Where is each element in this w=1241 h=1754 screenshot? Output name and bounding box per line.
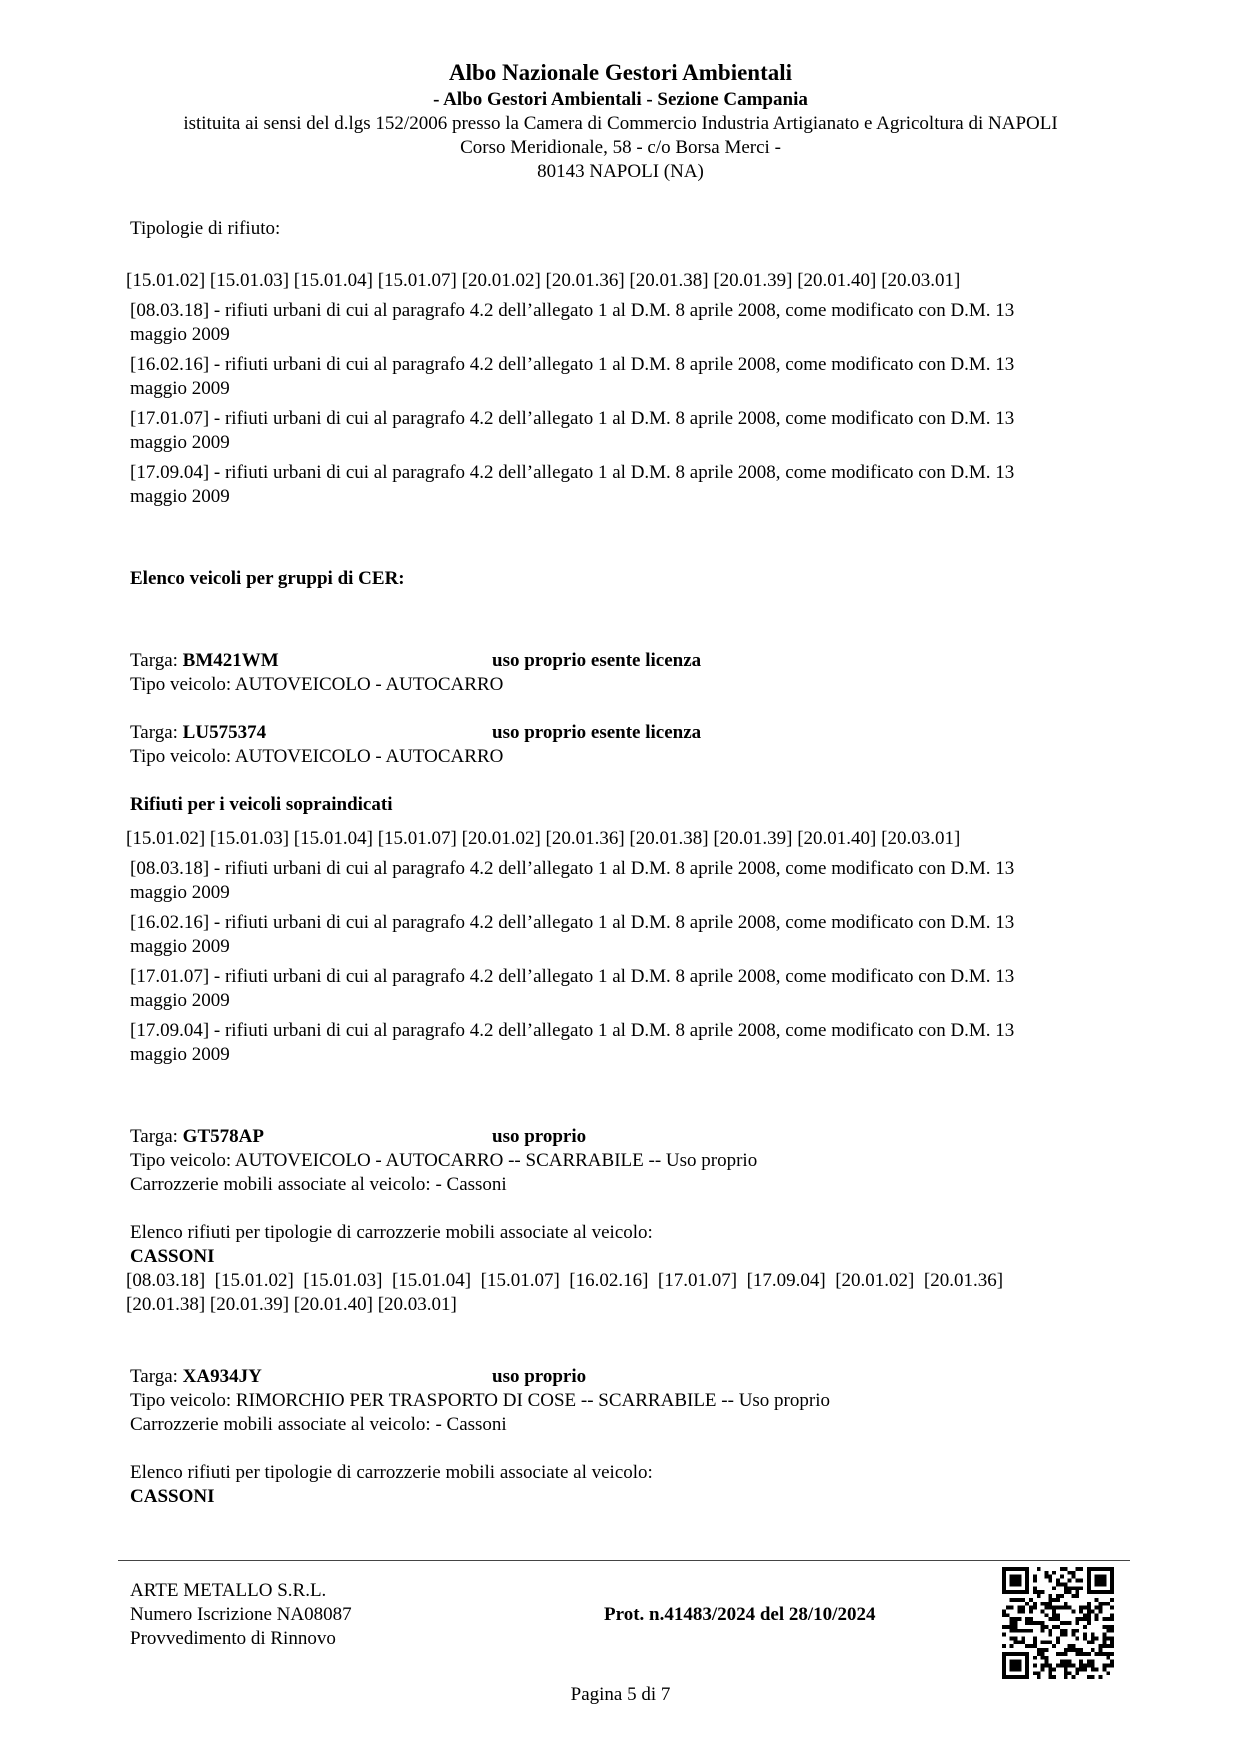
waste-item-line: [17.09.04] - rifiuti urbani di cui al paragrafo 4.2 dell’allegato 1 al D.M. 8 aprile 2008, come modificato con D.M. 13 — [130, 462, 1015, 483]
vehicle-entry — [126, 1125, 1125, 1317]
waste-item-line: maggio 2009 — [130, 486, 230, 507]
header-title: Albo Nazionale Gestori Ambientali — [448, 60, 793, 85]
vehicle-type: AUTOVEICOLO - AUTOCARRO — [234, 674, 504, 695]
vehicle-entry — [130, 1365, 1125, 1509]
waste-item-line: [17.01.07] - rifiuti urbani di cui al paragrafo 4.2 dell’allegato 1 al D.M. 8 aprile 2008, come modificato con D.M. 13 — [130, 966, 1015, 987]
waste-item — [130, 407, 1125, 455]
waste-item — [130, 965, 1125, 1013]
document-body — [126, 217, 1125, 1509]
qr-code-icon — [1002, 1567, 1114, 1679]
footer-provvedimento: Provvedimento di Rinnovo — [130, 1628, 336, 1649]
rifiuti-veicoli-codes: [15.01.02] [15.01.03] [15.01.04] [15.01.07] [20.01.02] [20.01.36] [20.01.38] [20.01.39] [20.01.40] [20.03.01] — [126, 828, 961, 849]
cassoni-codes-line-1: [08.03.18] [15.01.02] [15.01.03] [15.01.04] [15.01.07] [16.02.16] [17.01.07] [17.09.04] [20.01.02] [20.01.36] — [126, 1270, 1004, 1291]
page-number: Pagina 5 di 7 — [570, 1684, 671, 1705]
vehicle-use: uso proprio esente licenza — [492, 722, 702, 743]
cassoni-codes-line-2: [20.01.38] [20.01.39] [20.01.40] [20.03.01] — [126, 1294, 457, 1315]
vehicle-plate: XA934JY — [182, 1366, 262, 1387]
footer-divider — [118, 1560, 1130, 1561]
waste-item-line: maggio 2009 — [130, 882, 230, 903]
waste-item — [130, 353, 1125, 401]
waste-item-line: [16.02.16] - rifiuti urbani di cui al paragrafo 4.2 dell’allegato 1 al D.M. 8 aprile 2008, come modificato con D.M. 13 — [130, 354, 1015, 375]
waste-item-line: [17.09.04] - rifiuti urbani di cui al paragrafo 4.2 dell’allegato 1 al D.M. 8 aprile 2008, come modificato con D.M. 13 — [130, 1020, 1015, 1041]
waste-item-line: maggio 2009 — [130, 936, 230, 957]
vehicle-use: uso proprio esente licenza — [492, 650, 702, 671]
cassoni-label: CASSONI — [130, 1486, 215, 1507]
footer-iscrizione: Numero Iscrizione NA08087 — [130, 1604, 352, 1625]
tipologie-label: Tipologie di rifiuto: — [130, 218, 281, 239]
document-header — [0, 58, 1241, 184]
vehicle-use: uso proprio — [492, 1366, 587, 1387]
carrozzerie-line: Carrozzerie mobili associate al veicolo: - Cassoni — [130, 1174, 507, 1195]
header-line-1: istituita ai sensi del d.lgs 152/2006 presso la Camera di Commercio Industria Artigianato e Agricoltura di NAPOLI — [183, 113, 1058, 134]
waste-item — [130, 857, 1125, 905]
cassoni-label: CASSONI — [130, 1246, 215, 1267]
targa-label: Targa: — [130, 650, 183, 671]
vehicle-type: AUTOVEICOLO - AUTOCARRO — [234, 746, 504, 767]
tipo-label: Tipo veicolo: — [130, 1390, 236, 1411]
footer-company-block — [130, 1579, 352, 1651]
waste-item — [130, 1019, 1125, 1067]
tipologie-codes: [15.01.02] [15.01.03] [15.01.04] [15.01.07] [20.01.02] [20.01.36] [20.01.38] [20.01.39] [20.01.40] [20.03.01] — [126, 270, 961, 291]
header-section: - Albo Gestori Ambientali - Sezione Campania — [433, 89, 808, 110]
elenco-rifiuti-label: Elenco rifiuti per tipologie di carrozzerie mobili associate al veicolo: — [130, 1222, 653, 1243]
vehicle-plate: LU575374 — [182, 722, 267, 743]
targa-label: Targa: — [130, 722, 183, 743]
vehicle-plate: GT578AP — [182, 1126, 264, 1147]
waste-item — [130, 461, 1125, 509]
vehicle-plate: BM421WM — [182, 650, 279, 671]
waste-item-line: maggio 2009 — [130, 432, 230, 453]
elenco-rifiuti-label: Elenco rifiuti per tipologie di carrozzerie mobili associate al veicolo: — [130, 1462, 653, 1483]
vehicle-use: uso proprio — [492, 1126, 587, 1147]
header-line-2: Corso Meridionale, 58 - c/o Borsa Merci - — [460, 137, 781, 158]
vehicle-type: AUTOVEICOLO - AUTOCARRO -- SCARRABILE -- Uso proprio — [234, 1150, 758, 1171]
vehicle-type: RIMORCHIO PER TRASPORTO DI COSE -- SCARRABILE -- Uso proprio — [235, 1390, 830, 1411]
carrozzerie-line: Carrozzerie mobili associate al veicolo: - Cassoni — [130, 1414, 507, 1435]
rifiuti-veicoli-title: Rifiuti per i veicoli sopraindicati — [130, 794, 393, 815]
footer-company: ARTE METALLO S.R.L. — [130, 1580, 327, 1601]
waste-item-line: maggio 2009 — [130, 378, 230, 399]
vehicle-entry — [130, 649, 1125, 697]
waste-item-line: [17.01.07] - rifiuti urbani di cui al paragrafo 4.2 dell’allegato 1 al D.M. 8 aprile 2008, come modificato con D.M. 13 — [130, 408, 1015, 429]
waste-item — [130, 299, 1125, 347]
tipo-label: Tipo veicolo: — [130, 746, 235, 767]
header-line-3: 80143 NAPOLI (NA) — [537, 161, 704, 182]
targa-label: Targa: — [130, 1126, 183, 1147]
waste-item-line: [08.03.18] - rifiuti urbani di cui al paragrafo 4.2 dell’allegato 1 al D.M. 8 aprile 2008, come modificato con D.M. 13 — [130, 300, 1015, 321]
elenco-veicoli-title: Elenco veicoli per gruppi di CER: — [130, 568, 405, 589]
waste-item — [130, 911, 1125, 959]
waste-item-line: maggio 2009 — [130, 1044, 230, 1065]
waste-item-line: [08.03.18] - rifiuti urbani di cui al paragrafo 4.2 dell’allegato 1 al D.M. 8 aprile 2008, come modificato con D.M. 13 — [130, 858, 1015, 879]
tipo-label: Tipo veicolo: — [130, 674, 235, 695]
targa-label: Targa: — [130, 1366, 183, 1387]
vehicle-entry — [130, 721, 1125, 769]
footer-protocol: Prot. n.41483/2024 del 28/10/2024 — [604, 1604, 876, 1625]
waste-item-line: maggio 2009 — [130, 990, 230, 1011]
waste-item-line: maggio 2009 — [130, 324, 230, 345]
tipo-label: Tipo veicolo: — [130, 1150, 235, 1171]
waste-item-line: [16.02.16] - rifiuti urbani di cui al paragrafo 4.2 dell’allegato 1 al D.M. 8 aprile 2008, come modificato con D.M. 13 — [130, 912, 1015, 933]
